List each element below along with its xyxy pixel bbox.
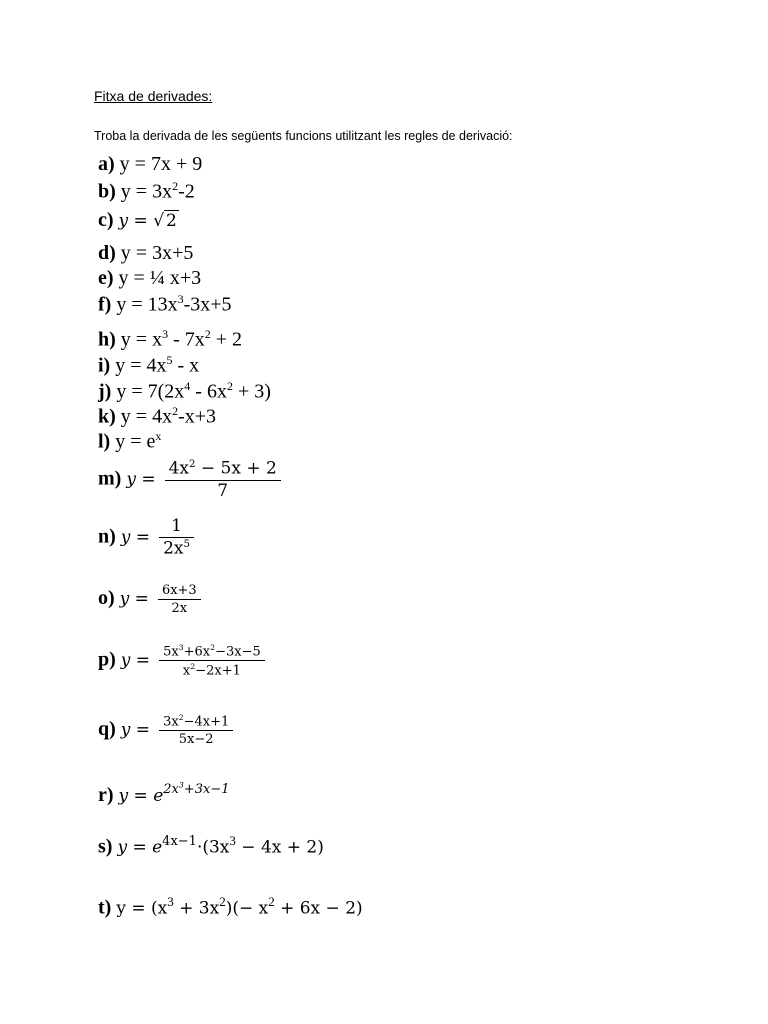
expression-part: -3x+5: [183, 293, 232, 316]
exercise-label: c): [98, 209, 114, 231]
exponent: 3: [162, 327, 169, 341]
exercise-a: [98, 154, 202, 174]
expression-part: + 3): [232, 380, 271, 403]
exponent: 2: [219, 894, 226, 909]
term: −2x+1: [195, 663, 241, 679]
exponent: 2: [204, 327, 211, 341]
fraction: [165, 460, 281, 500]
term: −4x+1: [183, 714, 230, 730]
expression-part: )(− x: [225, 898, 269, 919]
expression-part: y = e: [117, 837, 163, 858]
exercise-label: t): [98, 896, 112, 919]
expression-part: y = 4x: [115, 354, 167, 377]
numerator: 1: [159, 518, 194, 538]
page-title: Fitxa de derivades:: [94, 88, 213, 104]
expression-part: - 6x: [190, 380, 227, 403]
exercise-label: j): [98, 380, 112, 403]
exponent: 4: [184, 379, 191, 393]
exponent: 5: [166, 353, 173, 367]
expression-part: y =: [120, 719, 151, 740]
term: 2x: [163, 538, 184, 559]
denominator: [159, 661, 265, 677]
fraction: [158, 584, 201, 615]
exercise-e: [98, 268, 201, 288]
expression-part: y = (x: [116, 898, 168, 919]
expression: y = ¼ x+3: [118, 267, 202, 289]
exercise-b: [98, 180, 195, 202]
exercise-label: o): [98, 587, 115, 610]
exercise-label: p): [98, 648, 116, 671]
exponent: 2: [172, 404, 179, 418]
term: 2x: [163, 782, 179, 798]
expression-part: − 4x + 2): [235, 837, 324, 858]
expression-part: - x: [172, 354, 200, 377]
expression-part: y = e: [115, 430, 156, 453]
exercise-m: [98, 460, 281, 500]
exercise-q: [98, 714, 233, 746]
fraction: [159, 644, 265, 678]
expression-part: y =: [118, 211, 154, 231]
expression-part: -2: [178, 180, 195, 203]
term: +6x: [183, 644, 211, 660]
exercise-d: [98, 243, 193, 263]
expression: y = 7x + 9: [119, 153, 203, 175]
exercise-label: q): [98, 717, 116, 740]
expression-part: - 7x: [168, 328, 205, 351]
exponent: 3: [178, 643, 184, 652]
exercise-label: n): [98, 525, 116, 548]
exponent: 2: [210, 643, 216, 652]
exponent: 2: [172, 179, 179, 193]
term: − 5x + 2: [195, 458, 277, 479]
exponent: 2: [178, 713, 184, 722]
denominator: 5x−2: [178, 732, 214, 748]
expression-part: y = e: [118, 785, 164, 806]
denominator: [159, 538, 194, 558]
expression-part: y =: [120, 527, 151, 548]
exponent: 3: [229, 833, 236, 848]
exponent: [163, 782, 229, 797]
expression-part: y = 3x: [120, 180, 173, 203]
exercise-k: [98, 405, 216, 427]
exercise-label: l): [98, 430, 111, 453]
numerator: [159, 644, 265, 661]
expression-part: -x+3: [178, 405, 217, 428]
exponent: 2: [189, 459, 196, 470]
expression-part: y =: [120, 650, 151, 671]
expression-part: + 3x: [173, 898, 220, 919]
expression: y = 3x+5: [120, 242, 194, 264]
exercise-c: [98, 210, 179, 230]
numerator: [165, 460, 281, 481]
exercise-r: [98, 782, 230, 805]
exercise-label: r): [98, 783, 114, 806]
term: −3x−5: [215, 644, 261, 660]
exponent: 4x−1: [162, 834, 197, 849]
term: 4x: [168, 458, 189, 479]
exponent: 2: [190, 662, 196, 672]
expression-part: y =: [119, 589, 149, 610]
exponent: 2: [226, 379, 233, 393]
expression-part: y = 13x: [116, 293, 178, 316]
exercise-n: [98, 518, 194, 558]
exponent: 3: [167, 894, 174, 909]
denominator: 2x: [171, 601, 188, 616]
exponent: 2: [268, 894, 275, 909]
expression-part: y = x: [120, 328, 163, 351]
fraction: [159, 714, 233, 746]
exercise-i: [98, 354, 199, 376]
exercise-label: f): [98, 293, 112, 316]
exercise-label: i): [98, 354, 111, 377]
radicand: 2: [166, 211, 177, 231]
exponent: 3: [177, 292, 184, 306]
numerator: 6x+3: [158, 584, 201, 600]
instructions: Troba la derivada de les següents funcions utilitzant les regles de derivació:: [94, 129, 513, 143]
exercise-t: [98, 895, 363, 918]
term: 5x: [163, 644, 179, 660]
exercise-h: [98, 328, 242, 350]
term: +3x−1: [183, 782, 230, 798]
exercise-label: d): [98, 242, 116, 264]
exercise-p: [98, 644, 265, 678]
exponent: x: [155, 429, 162, 443]
exponent: 3: [178, 781, 184, 790]
expression-part: y = 4x: [120, 405, 173, 428]
exercise-label: a): [98, 153, 115, 175]
exercise-label: h): [98, 328, 116, 351]
exercise-label: s): [98, 835, 113, 858]
expression-part: + 2: [210, 328, 243, 351]
exercise-f: [98, 293, 232, 315]
exercise-label: m): [98, 467, 122, 490]
fraction: [159, 518, 194, 558]
exercise-label: k): [98, 405, 116, 428]
exercise-o: [98, 584, 201, 615]
expression-part: y = 7(2x: [116, 380, 185, 403]
term: x: [182, 663, 191, 679]
expression-part: ·(3x: [196, 837, 230, 858]
exercise-j: [98, 380, 271, 402]
exercise-s: [98, 834, 324, 857]
square-root: √ 2: [153, 211, 177, 231]
expression-part: y =: [126, 469, 156, 490]
exercise-label: e): [98, 267, 114, 289]
numerator: [159, 714, 233, 731]
term: 3x: [163, 714, 179, 730]
exponent: 5: [183, 539, 190, 550]
exercise-l: [98, 430, 161, 452]
denominator: 7: [217, 480, 229, 501]
expression-part: + 6x − 2): [274, 898, 363, 919]
exercise-label: b): [98, 180, 116, 203]
